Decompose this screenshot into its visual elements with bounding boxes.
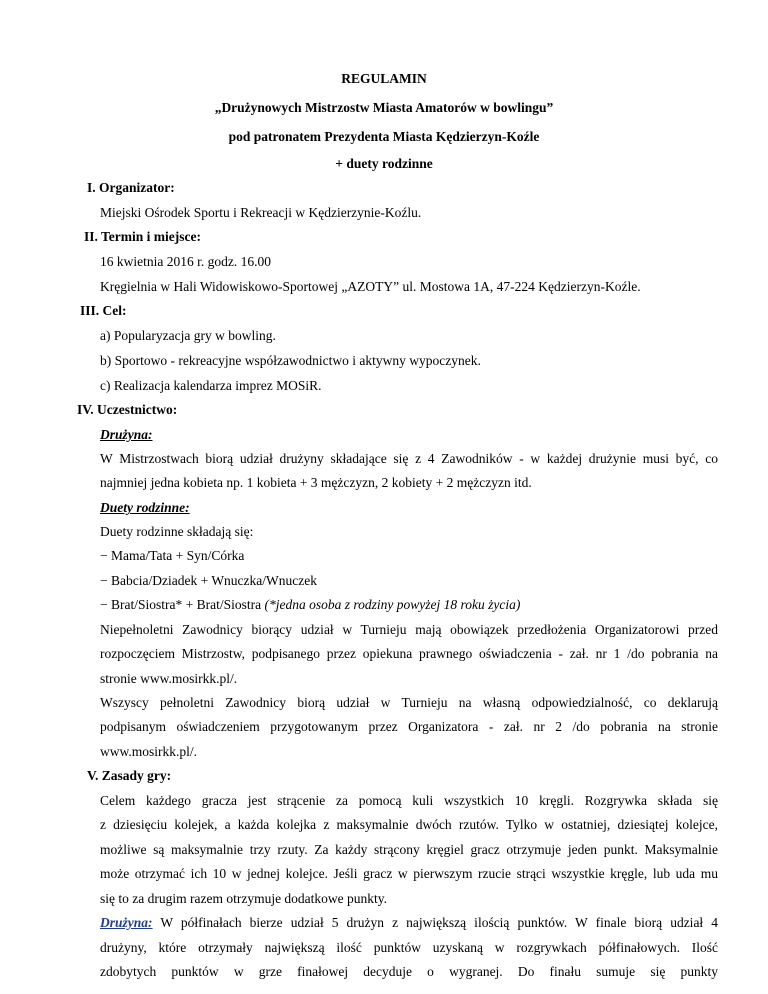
adult-rule-line: podpisanym oświadczeniem przygotowanym przez Organizatora - zał. nr 2 /do pobrania na stronie [100, 719, 718, 734]
organizer-text: Miejski Ośrodek Sportu i Rekreacji w Kędzierzynie-Koźlu. [100, 205, 422, 220]
adult-rule-line: Wszyscy pełnoletni Zawodnicy biorą udział w Turnieju na własną odpowiedzialność, co deklarują [100, 695, 718, 710]
team-rule-line: W Mistrzostwach biorą udział drużyny składające się z 4 Zawodników - w każdej drużynie musi być, co [100, 451, 718, 466]
event-place: Kręgielnia w Hali Widowiskowo-Sportowej „AZOTY” ul. Mostowa 1A, 47-224 Kędzierzyn-Koźle. [100, 279, 641, 294]
duo-item [100, 597, 520, 613]
doc-extra: + duety rodzinne [335, 156, 433, 171]
rules-line: może otrzymać ich 10 w jednej kolejce. Jeśli gracz w pierwszym rzucie strąci wszystkie kręgle, lub uda mu [100, 866, 718, 881]
minor-rule-line: rozpoczęciem Mistrzostw, podpisanego przez opiekuna prawnego oświadczenia - zał. nr 1 /do pobrania na [100, 646, 718, 661]
duo-note: (*jedna osoba z rodziny powyżej 18 roku życia) [264, 597, 521, 612]
rules-line: możliwe są maksymalnie trzy rzuty. Za każdy strącony kręgiel gracz otrzymuje jeden punkt. Maksymalnie [100, 842, 718, 857]
event-date: 16 kwietnia 2016 r. godz. 16.00 [100, 254, 271, 269]
section-heading-participation: IV. Uczestnictwo: [77, 402, 178, 417]
goal-item: b) Sportowo - rekreacyjne współzawodnictwo i aktywny wypoczynek. [100, 353, 481, 368]
doc-subtitle: „Drużynowych Mistrzostw Miasta Amatorów w bowlingu” [214, 100, 554, 115]
doc-patron: pod patronatem Prezydenta Miasta Kędzierzyn-Koźle [228, 129, 540, 144]
rules-line: Celem każdego gracza jest strącenie za pomocą kuli wszystkich 10 kręgli. Rozgrywka składa się [100, 793, 718, 808]
final-team-label: Drużyna: [100, 915, 153, 930]
minor-rule-line: Niepełnoletni Zawodnicy biorący udział w Turnieju mają obowiązek przedłożenia Organizatorowi przed [100, 622, 718, 637]
duo-item: − Mama/Tata + Syn/Córka [100, 548, 245, 563]
duo-item-text: − Brat/Siostra* + Brat/Siostra [100, 597, 265, 612]
rules-line: się to za drugim razem otrzymuje dodatkowe punkty. [100, 891, 388, 906]
goal-item: c) Realizacja kalendarza imprez MOSiR. [100, 378, 322, 393]
section-heading-goal: III. Cel: [80, 303, 127, 318]
section-heading-rules: V. Zasady gry: [87, 768, 172, 783]
duo-item: − Babcia/Dziadek + Wnuczka/Wnuczek [100, 573, 318, 588]
section-heading-organizer: I. Organizator: [87, 180, 175, 195]
goal-item: a) Popularyzacja gry w bowling. [100, 328, 276, 343]
rules-line: z dziesięciu kolejek, a każda kolejka z maksymalnie dwóch rzutów. Tylko w ostatniej, dziesiątej kolejce, [100, 817, 718, 832]
duo-label: Duety rodzinne: [100, 500, 190, 515]
final-rule-line [100, 915, 718, 931]
section-heading-date-place: II. Termin i miejsce: [84, 229, 201, 244]
doc-title: REGULAMIN [341, 71, 427, 86]
duo-intro: Duety rodzinne składają się: [100, 524, 254, 539]
team-rule-line: najmniej jedna kobieta np. 1 kobieta + 3 mężczyzn, 2 kobiety + 2 mężczyzn itd. [100, 475, 532, 490]
minor-rule-line: stronie www.mosirkk.pl/. [100, 671, 238, 686]
adult-rule-line: www.mosirkk.pl/. [100, 744, 197, 759]
final-rule-line: zdobytych punktów w grze finałowej decyduje o wygranej. Do finału sumuje się punkty [100, 964, 718, 979]
final-rule-line: drużyny, które otrzymały największą ilość punktów uzyskaną w rozgrywkach półfinałowych. Ilość [100, 940, 718, 955]
team-label: Drużyna: [100, 427, 153, 442]
final-rule-text: W półfinałach bierze udział 5 drużyn z największą ilością punktów. W finale biorą udział 4 [152, 915, 718, 930]
